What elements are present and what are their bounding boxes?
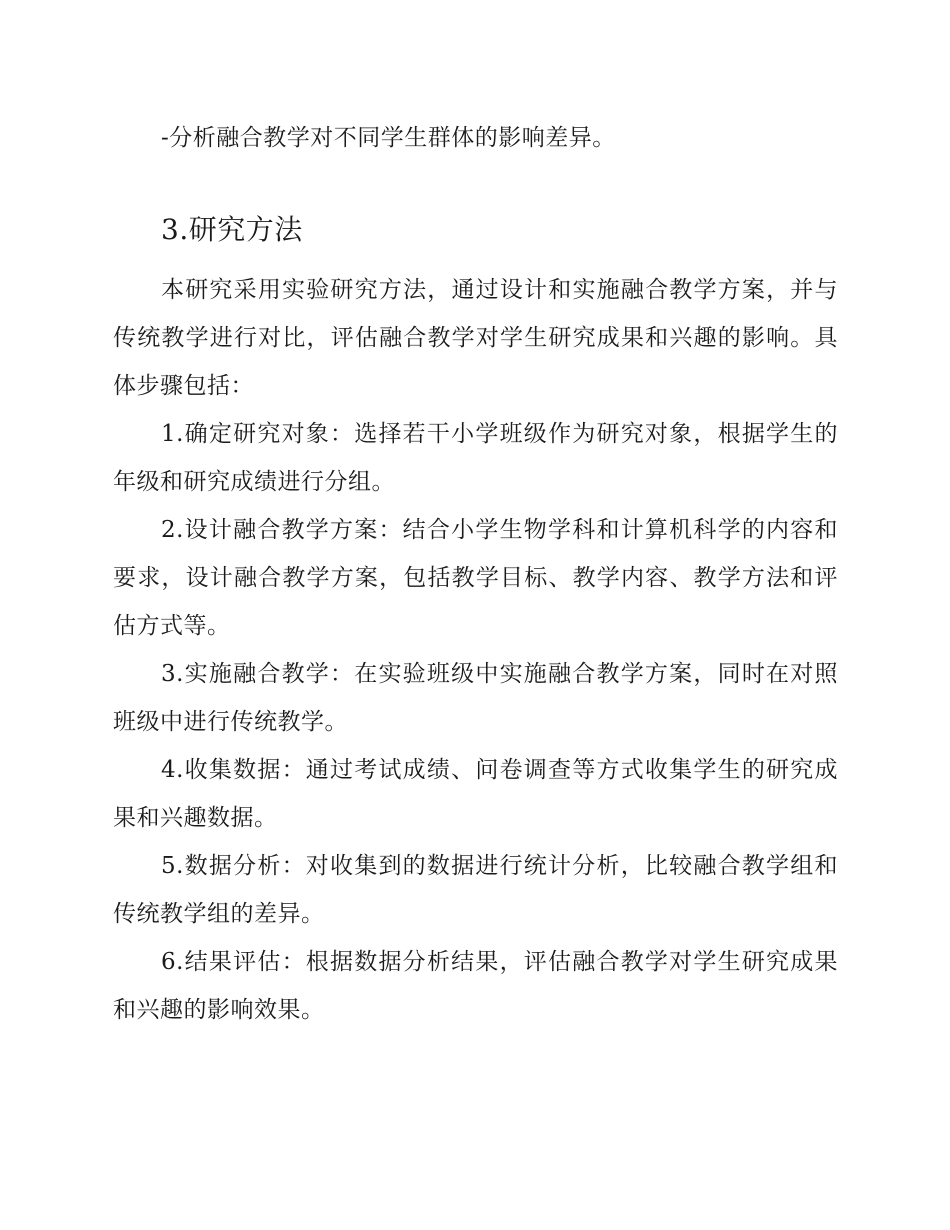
step-paragraph-3: 3.实施融合教学：在实验班级中实施融合教学方案，同时在对照班级中进行传统教学。 [113,661,838,735]
intro-paragraph: 本研究采用实验研究方法，通过设计和实施融合教学方案，并与传统教学进行对比，评估融合教学对学生研究成果和兴趣的影响。具体步骤包括： [113,277,838,399]
bullet-item: -分析融合教学对不同学生群体的影响差异。 [161,125,616,151]
step-paragraph-4: 4.收集数据：通过考试成绩、问卷调查等方式收集学生的研究成果和兴趣数据。 [113,757,838,831]
step-paragraph-6: 6.结果评估：根据数据分析结果，评估融合教学对学生研究成果和兴趣的影响效果。 [113,949,838,1023]
step-paragraph-5: 5.数据分析：对收集到的数据进行统计分析，比较融合教学组和传统教学组的差异。 [113,853,838,927]
section-heading: 3.研究方法 [161,213,303,246]
step-paragraph-2: 2.设计融合教学方案：结合小学生物学科和计算机科学的内容和要求，设计融合教学方案，包括教学目标、教学内容、教学方法和评估方式等。 [113,517,838,639]
step-paragraph-1: 1.确定研究对象：选择若干小学班级作为研究对象，根据学生的年级和研究成绩进行分组。 [113,421,838,495]
